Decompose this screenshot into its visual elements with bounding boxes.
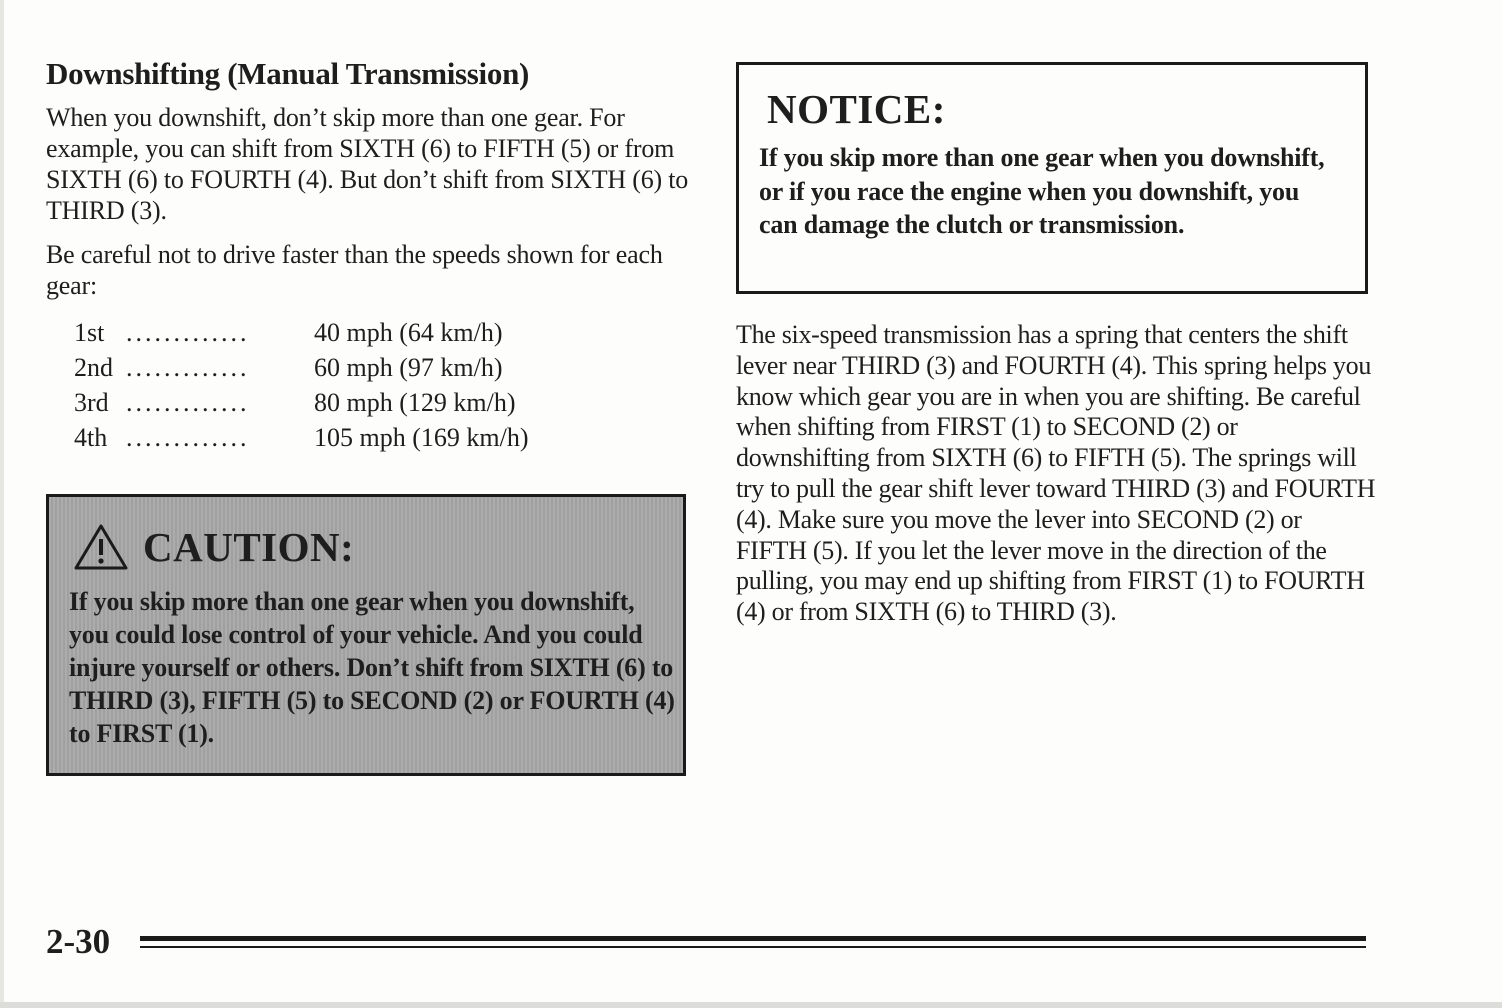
dot-leader: ............. (126, 353, 250, 382)
speed-table (74, 315, 691, 455)
dot-leader: ............. (126, 423, 250, 452)
page-edge-left (0, 0, 4, 1008)
notice-text: If you skip more than one gear when you downshift, or if you race the engine when you downshift, you can damage the clutch or transmission. (759, 143, 1325, 239)
speed-row (74, 315, 691, 350)
caution-text: If you skip more than one gear when you downshift, you could lose control of your vehicle. And you could injure yourself or others. Don’t shift from SIXTH (6) to THIRD (3), FIFTH (5) to SECOND (2) or FOURTH (4) to FIRST (1). (69, 587, 675, 748)
speed-row (74, 420, 691, 455)
footer-rule (140, 936, 1366, 941)
downshift-paragraph: When you downshift, don’t skip more than one gear. For example, you can shift from SIXTH (6) to FIFTH (5) or from SIXTH (6) to FOURTH (4). But don’t shift from SIXTH (6) to THIRD (3). (46, 103, 689, 225)
speed-gear: 2nd (74, 353, 113, 382)
section-title: Downshifting (Manual Transmission) (46, 56, 530, 91)
speed-value: 40 mph (64 km/h) (314, 318, 503, 347)
page-edge-bottom (0, 1002, 1502, 1008)
warning-triangle-icon (73, 523, 129, 571)
caution-box (46, 494, 686, 776)
notice-title: NOTICE: (767, 86, 946, 132)
page-number: 2-30 (46, 922, 111, 961)
caution-header (73, 523, 354, 571)
dot-leader: ............. (126, 388, 250, 417)
speed-row (74, 385, 691, 420)
dot-leader: ............. (126, 318, 250, 347)
speed-row (74, 350, 691, 385)
footer-rule-thin (140, 946, 1366, 948)
speed-value: 60 mph (97 km/h) (314, 353, 503, 382)
speed-intro-paragraph: Be careful not to drive faster than the speeds shown for each gear: (46, 240, 663, 300)
speed-value: 80 mph (129 km/h) (314, 388, 516, 417)
left-column (46, 56, 691, 455)
speed-gear: 4th (74, 423, 108, 452)
caution-title: CAUTION: (143, 524, 355, 570)
speed-gear: 1st (74, 318, 105, 347)
speed-value: 105 mph (169 km/h) (314, 423, 529, 452)
speed-gear: 3rd (74, 388, 109, 417)
spring-paragraph: The six-speed transmission has a spring that centers the shift lever near THIRD (3) and FOURTH (4). This spring helps you know which gear you are in when you are shifting. Be careful when shifting from FIRST (1) to SECOND (2) or downshifting from SIXTH (6) to FIFTH (5). The springs will try to pull the gear shift lever toward THIRD (3) and FOURTH (4). Make sure you move the lever into SECOND (2) or FIFTH (5). If you let the lever move in the direction of the pulling, you may end up shifting from FIRST (1) to FOURTH (4) or from SIXTH (6) to THIRD (3). (736, 320, 1376, 627)
notice-box (736, 62, 1368, 294)
